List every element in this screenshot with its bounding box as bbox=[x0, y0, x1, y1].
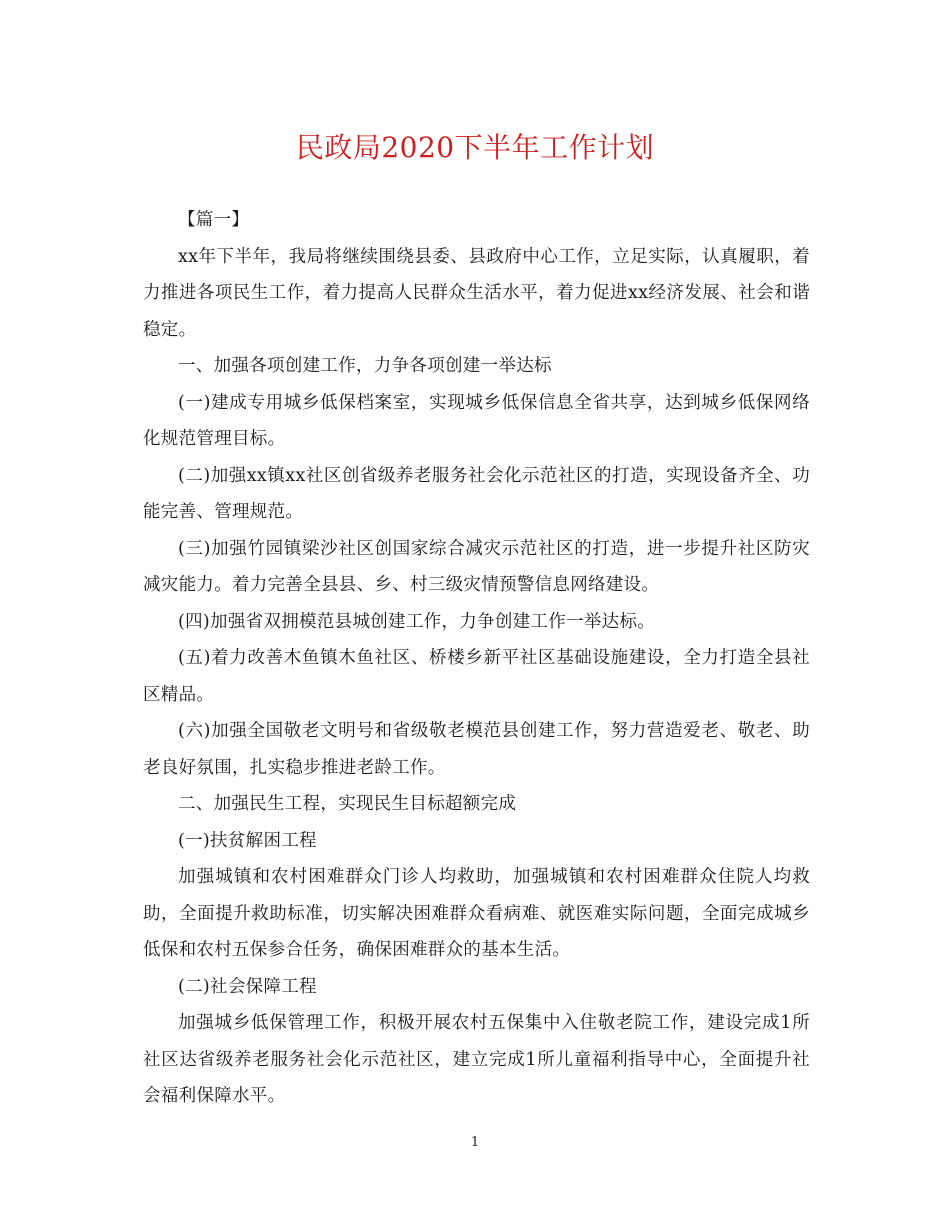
document-title: 民政局2020下半年工作计划 bbox=[295, 131, 655, 164]
paragraph-item: (五)着力改善木鱼镇木鱼社区、桥楼乡新平社区基础设施建设，全力打造全县社区精品。 bbox=[143, 648, 810, 705]
heading-section-2: 二、加强民生工程，实现民生目标超额完成 bbox=[178, 794, 517, 814]
document-body bbox=[143, 202, 810, 1115]
paragraph-item: (四)加强省双拥模范县城创建工作，力争创建工作一举达标。 bbox=[178, 611, 656, 632]
subheading-item: (二)社会保障工程 bbox=[178, 976, 317, 997]
heading-section-1: 一、加强各项创建工作，力争各项创建一举达标 bbox=[178, 356, 552, 376]
paragraph-section-tag: 【篇一】 bbox=[178, 210, 250, 230]
paragraph-item: (一)建成专用城乡低保档案室，实现城乡低保信息全省共享，达到城乡低保网络化规范管理目标。 bbox=[143, 392, 810, 449]
paragraph-intro: xx年下半年，我局将继续围绕县委、县政府中心工作，立足实际，认真履职，着力推进各项民生工作，着力提高人民群众生活水平，着力促进xx经济发展、社会和谐稳定。 bbox=[143, 246, 810, 340]
paragraph-item: (二)加强xx镇xx社区创省级养老服务社会化示范社区的打造，实现设备齐全、功能完善、管理规范。 bbox=[143, 465, 810, 522]
paragraph-item: 加强城镇和农村困难群众门诊人均救助，加强城镇和农村困难群众住院人均救助，全面提升救助标准，切实解决困难群众看病难、就医难实际问题，全面完成城乡低保和农村五保参合任务，确保困难群众的基本生活。 bbox=[143, 867, 810, 960]
page-number: 1 bbox=[470, 1135, 480, 1150]
paragraph-item: (三)加强竹园镇梁沙社区创国家综合减灾示范社区的打造，进一步提升社区防灾减灾能力。着力完善全县县、乡、村三级灾情预警信息网络建设。 bbox=[143, 538, 810, 595]
paragraph-item: (六)加强全国敬老文明号和省级敬老模范县创建工作，努力营造爱老、敬老、助老良好氛围，扎实稳步推进老龄工作。 bbox=[143, 721, 810, 778]
paragraph-item: 加强城乡低保管理工作，积极开展农村五保集中入住敬老院工作，建设完成1所社区达省级养老服务社会化示范社区，建立完成1所儿童福利指导中心，全面提升社会福利保障水平。 bbox=[143, 1013, 810, 1106]
subheading-item: (一)扶贫解困工程 bbox=[178, 830, 317, 851]
